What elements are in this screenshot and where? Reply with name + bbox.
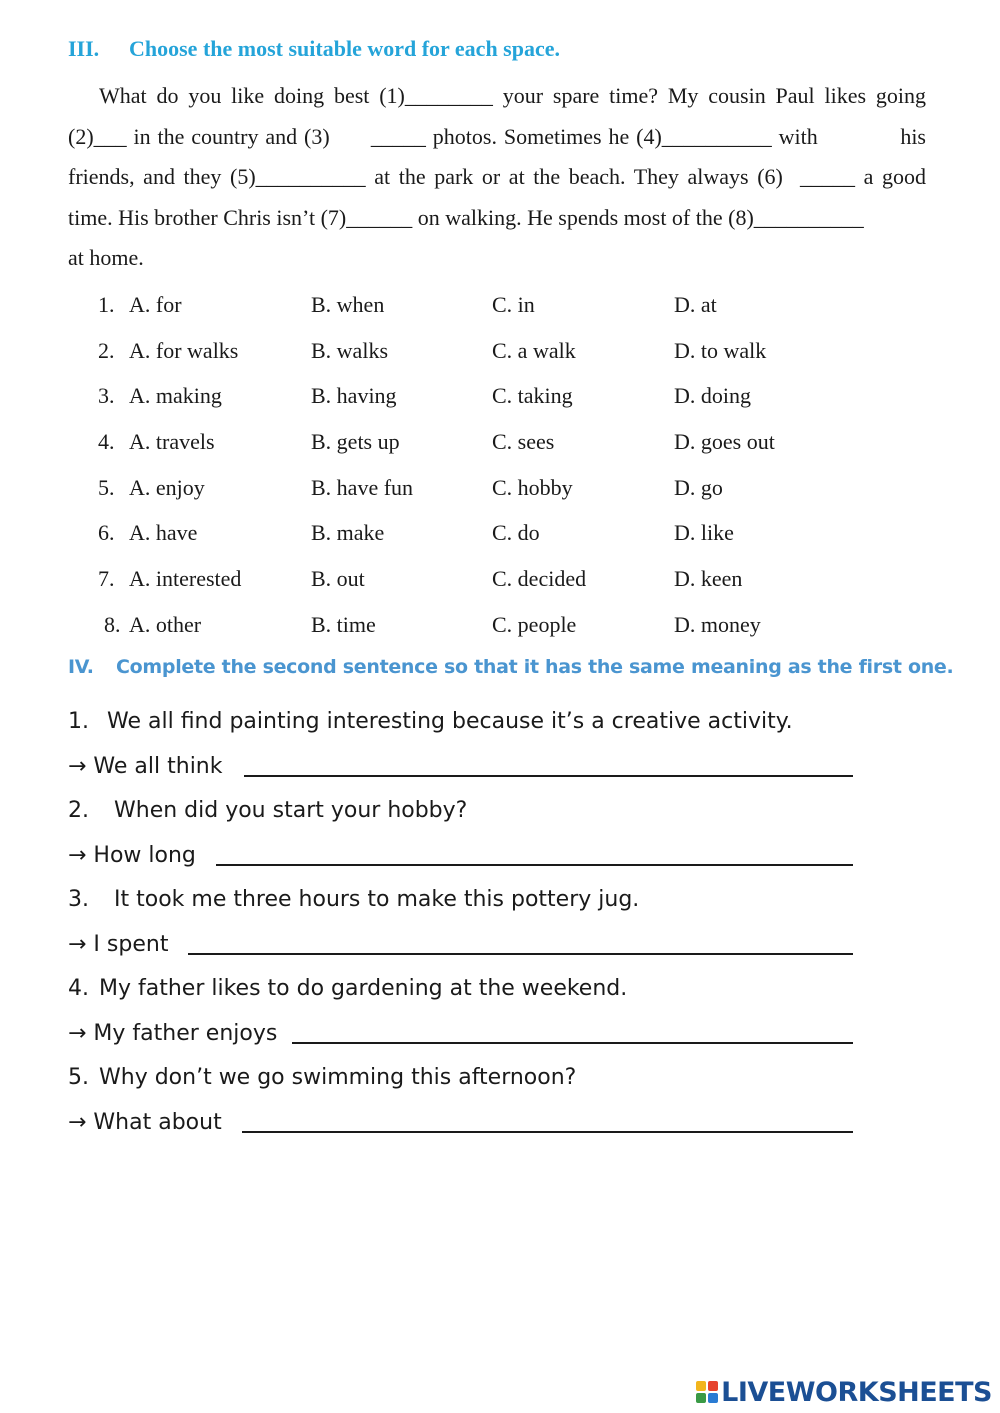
option-b[interactable]: B. have fun: [311, 474, 414, 500]
option-d[interactable]: D. goes out: [674, 429, 775, 455]
option-a[interactable]: A. interested: [129, 566, 242, 592]
option-number: 5.: [98, 474, 115, 500]
option-number: 2.: [98, 337, 115, 363]
section-3-heading: Choose the most suitable word for each space.: [129, 36, 561, 61]
passage: [68, 76, 926, 279]
rewrite-questions: [68, 700, 868, 1145]
option-b[interactable]: B. out: [311, 566, 365, 592]
question-text: My father likes to do gardening at the weekend.: [99, 976, 628, 1001]
liveworksheets-logo[interactable]: [696, 1374, 992, 1410]
logo-square: [708, 1381, 718, 1391]
question-sentence: [68, 967, 868, 1012]
answer-blank[interactable]: [244, 775, 853, 777]
question-number: 4.: [68, 976, 89, 1001]
answer-prompt: → We all think: [68, 753, 223, 779]
section-3-number: III.: [68, 36, 100, 61]
section-4-heading: Complete the second sentence so that it has the same meaning as the first one: [116, 656, 947, 678]
option-c[interactable]: C. sees: [492, 429, 555, 455]
option-d[interactable]: D. like: [674, 520, 734, 546]
liveworksheets-logo-icon: [696, 1381, 718, 1403]
passage-line: (2)___ in the country and (3) _____ photos. Sometimes he (4)__________ with his: [68, 123, 926, 149]
option-b[interactable]: B. when: [311, 292, 385, 317]
answer-blank[interactable]: [242, 1131, 853, 1133]
option-b[interactable]: B. walks: [311, 337, 388, 363]
option-d[interactable]: D. go: [674, 474, 723, 500]
option-number: 1.: [98, 292, 115, 317]
question-text: Why don’t we go swimming this afternoon?: [99, 1065, 577, 1090]
answer-blank[interactable]: [216, 864, 853, 866]
option-number: 6.: [98, 520, 115, 546]
option-b[interactable]: B. gets up: [311, 429, 400, 455]
option-a[interactable]: A. for walks: [129, 337, 239, 363]
option-c[interactable]: C. taking: [492, 383, 573, 409]
option-a[interactable]: A. travels: [129, 429, 215, 455]
option-d[interactable]: D. to walk: [674, 337, 767, 363]
option-c[interactable]: C. do: [492, 520, 540, 546]
answer-prompt: → How long: [68, 842, 196, 868]
option-a[interactable]: A. for: [129, 292, 182, 317]
option-a[interactable]: A. making: [129, 383, 222, 409]
logo-square: [708, 1393, 718, 1403]
passage-line: What do you like doing best (1)________ your spare time? My cousin Paul likes going: [99, 83, 926, 108]
option-a[interactable]: A. have: [129, 520, 198, 546]
option-c[interactable]: C. people: [492, 611, 577, 637]
option-c[interactable]: C. decided: [492, 566, 587, 592]
passage-line: time. His brother Chris isn’t (7)______ on walking. He spends most of the (8)__________: [68, 204, 864, 230]
option-d[interactable]: D. money: [674, 611, 761, 637]
option-number: 3.: [98, 383, 115, 409]
question-sentence: [68, 1056, 868, 1101]
answer-prompt: → I spent: [68, 931, 169, 957]
option-c[interactable]: C. in: [492, 292, 535, 317]
option-a[interactable]: A. enjoy: [129, 474, 205, 500]
option-d[interactable]: D. at: [674, 292, 717, 317]
option-number: 4.: [98, 429, 115, 455]
section-4-title: [68, 656, 953, 678]
passage-line: friends, and they (5)__________ at the park or at the beach. They always (6) _____ a good: [68, 164, 926, 189]
answer-line: [68, 1101, 868, 1146]
option-a[interactable]: A. other: [129, 611, 202, 637]
question-text: When did you start your hobby?: [114, 798, 468, 823]
question-number: 5.: [68, 1065, 89, 1090]
option-b[interactable]: B. having: [311, 383, 397, 409]
question-number: 1.: [68, 709, 89, 734]
logo-square: [696, 1393, 706, 1403]
question-sentence: [68, 878, 868, 923]
question-text: We all find painting interesting because it’s a creative activity.: [107, 709, 793, 734]
option-c[interactable]: C. hobby: [492, 474, 573, 500]
option-d[interactable]: D. keen: [674, 566, 743, 592]
option-d[interactable]: D. doing: [674, 383, 751, 409]
section-3-title: [68, 36, 560, 62]
option-c[interactable]: C. a walk: [492, 337, 576, 363]
question-number: 3.: [68, 887, 89, 912]
question-text: It took me three hours to make this pottery jug.: [114, 887, 640, 912]
option-b[interactable]: B. make: [311, 520, 385, 546]
answer-line: [68, 745, 868, 790]
answer-line: [68, 923, 868, 968]
answer-line: [68, 1012, 868, 1057]
option-number: 8.: [104, 611, 121, 637]
section-4-number: IV.: [68, 656, 94, 678]
question-number: 2.: [68, 798, 89, 823]
question-sentence: [68, 789, 868, 834]
answer-prompt: → What about: [68, 1109, 222, 1135]
logo-text: LIVEWORKSHEETS: [721, 1376, 992, 1408]
question-sentence: [68, 700, 868, 745]
answer-line: [68, 834, 868, 879]
section-4-heading-end: .: [946, 656, 954, 678]
passage-line: at home.: [68, 245, 144, 270]
answer-blank[interactable]: [188, 953, 853, 955]
answer-blank[interactable]: [292, 1042, 853, 1044]
answer-prompt: → My father enjoys: [68, 1020, 278, 1046]
option-number: 7.: [98, 566, 115, 592]
option-b[interactable]: B. time: [311, 611, 376, 637]
logo-square: [696, 1381, 706, 1391]
